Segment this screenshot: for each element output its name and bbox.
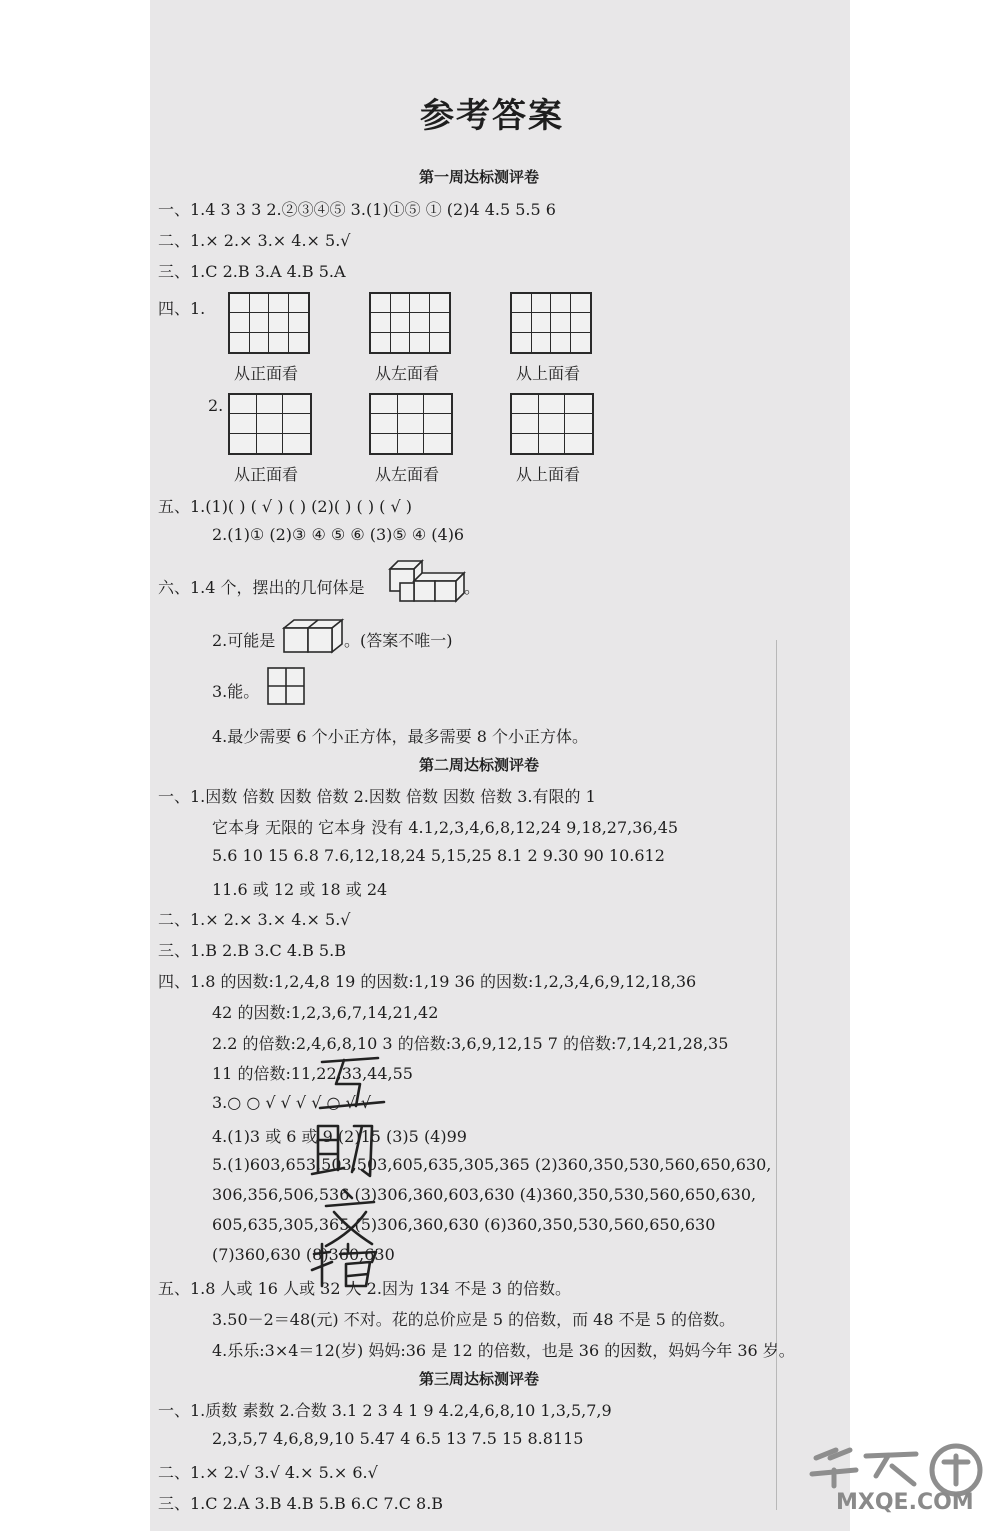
section-heading-week2: 第二周达标测评卷 [419, 756, 540, 774]
caption-front-view: 从正面看 [234, 364, 299, 383]
answer-line: 11.6 或 12 或 18 或 24 [212, 880, 388, 899]
answer-line: 5.(1)603,653,503,503,605,635,305,365 (2)360,350,530,560,650,630, [212, 1155, 772, 1174]
cuboid-figure [282, 616, 346, 656]
caption-left-view: 从左面看 [375, 465, 440, 484]
caption-front-view: 从正面看 [234, 465, 299, 484]
answer-line: 五、1.(1)( ) ( √ ) ( ) (2)( ) ( ) ( √ ) [158, 497, 413, 516]
answer-line: 三、1.C 2.B 3.A 4.B 5.A [158, 262, 346, 281]
answer-line: 五、1.8 人或 16 人或 32 人 2.因为 134 不是 3 的倍数。 [158, 1279, 572, 1298]
answer-line: 5.6 10 15 6.8 7.6,12,18,24 5,15,25 8.1 2 9.30 90 10.612 [212, 846, 665, 865]
answer-line: 2.(1)① (2)③ ④ ⑤ ⑥ (3)⑤ ④ (4)6 [212, 525, 465, 544]
answer-line: 四、1.8 的因数:1,2,4,8 19 的因数:1,19 36 的因数:1,2,3,4,6,9,12,18,36 [158, 972, 697, 991]
answer-line: 4.乐乐:3×4＝12(岁) 妈妈:36 是 12 的倍数，也是 36 的因数，妈妈今年 36 岁。 [212, 1341, 795, 1360]
answer-line: 一、1.因数 倍数 因数 倍数 2.因数 倍数 因数 倍数 3.有限的 1 [158, 787, 596, 806]
answer-line: 4.最少需要 6 个小正方体，最多需要 8 个小正方体。 [212, 727, 588, 746]
answer-line: 三、1.C 2.A 3.B 4.B 5.B 6.C 7.C 8.B [158, 1494, 444, 1513]
answer-line: 二、1.× 2.× 3.× 4.× 5.√ [158, 910, 351, 929]
answer-line: 2.可能是 [212, 631, 276, 650]
caption-top-view: 从上面看 [516, 465, 581, 484]
view-grid-front-2 [228, 393, 312, 455]
answer-line-end: 。(答案不唯一) [344, 631, 453, 650]
answer-line: 42 的因数:1,2,3,6,7,14,21,42 [212, 1003, 439, 1022]
answer-line: 2,3,5,7 4,6,8,9,10 5.47 4 6.5 13 7.5 15 8.8115 [212, 1429, 584, 1448]
answer-line: 11 的倍数:11,22,33,44,55 [212, 1064, 413, 1083]
answer-line: 一、1.4 3 3 3 2.②③④⑤ 3.(1)①⑤ ① (2)4 4.5 5.5 6 [158, 200, 556, 219]
watermark-url: MXQE.COM [836, 1490, 974, 1515]
square-view-figure [266, 666, 306, 706]
answer-line: 306,356,506,536 (3)306,360,603,630 (4)360,350,530,560,650,630, [212, 1185, 757, 1204]
answer-line: 2. [208, 396, 224, 415]
cube-solid-figure [384, 555, 466, 605]
view-grid-top-2 [510, 393, 594, 455]
answer-line: 二、1.× 2.× 3.× 4.× 5.√ [158, 231, 351, 250]
answer-line: 三、1.B 2.B 3.C 4.B 5.B [158, 941, 346, 960]
view-grid-left-2 [369, 393, 453, 455]
answer-line: 二、1.× 2.√ 3.√ 4.× 5.× 6.√ [158, 1463, 378, 1482]
answer-line-end: 。 [464, 578, 481, 597]
answer-line: 3.能。 [212, 682, 260, 701]
handwritten-overlay [300, 1040, 400, 1290]
answer-line: 2.2 的倍数:2,4,6,8,10 3 的倍数:3,6,9,12,15 7 的倍数:7,14,21,28,35 [212, 1034, 729, 1053]
page-fold-line [776, 640, 777, 1510]
watermark-logo [796, 1440, 996, 1530]
answer-line: 3.○ ○ √ √ √ √ ○ √ √ [212, 1093, 372, 1112]
answer-line: 它本身 无限的 它本身 没有 4.1,2,3,4,6,8,12,24 9,18,27,36,45 [212, 818, 679, 837]
caption-left-view: 从左面看 [375, 364, 440, 383]
view-grid-front-1 [228, 292, 310, 354]
answer-line: 4.(1)3 或 6 或 9 (2)15 (3)5 (4)99 [212, 1127, 467, 1146]
view-grid-left-1 [369, 292, 451, 354]
section-heading-week3: 第三周达标测评卷 [419, 1370, 540, 1388]
answer-line: 3.50－2＝48(元) 不对。花的总价应是 5 的倍数，而 48 不是 5 的倍数。 [212, 1310, 735, 1329]
answer-line: 六、1.4 个，摆出的几何体是 [158, 578, 365, 597]
answer-line: 一、1.质数 素数 2.合数 3.1 2 3 4 1 9 4.2,4,6,8,10 1,3,5,7,9 [158, 1401, 612, 1420]
section-heading-week1: 第一周达标测评卷 [419, 168, 540, 186]
page-title: 参考答案 [420, 96, 564, 136]
answer-line: (7)360,630 (8)360,630 [212, 1245, 395, 1264]
answer-line: 四、1. [158, 299, 206, 318]
view-grid-top-1 [510, 292, 592, 354]
answer-line: 605,635,305,365 (5)306,360,630 (6)360,350,530,560,650,630 [212, 1215, 716, 1234]
caption-top-view: 从上面看 [516, 364, 581, 383]
